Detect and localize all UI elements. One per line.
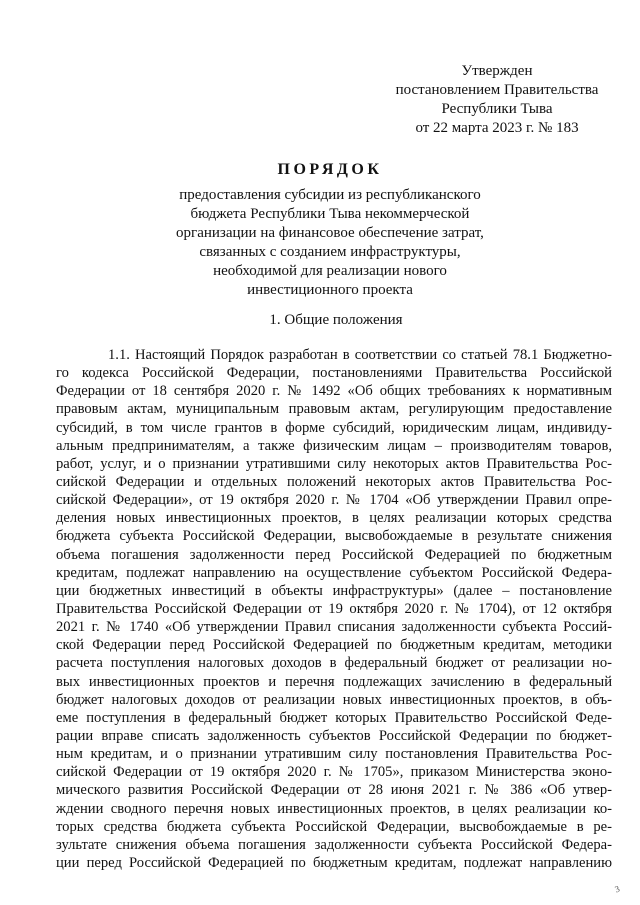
body-line: ции бюджетных инвестиций в объекты инфраструктуры» (далее – постановление [56, 582, 612, 599]
body-line: объема погашения задолженности перед Российской Федерацией по бюджетным [56, 546, 612, 563]
body-line: Федерации от 18 сентября 2020 г. № 1492 «Об общих требованиях к нормативным [56, 383, 612, 400]
body-line: сийской Федерации», от 19 октября 2020 г. № 1704 «Об утверждении Правил опре- [56, 492, 612, 509]
body-line: еме поступления в федеральный бюджет которых Правительство Российской Феде- [56, 709, 612, 726]
body-line: Правительства Российской Федерации от 19 октября 2020 г. № 1704), от 12 октября [56, 600, 612, 617]
subtitle-line: инвестиционного проекта [247, 282, 413, 298]
body-line: субсидий, в том числе грантов в форме субсидий, юридическим лицам, индивиду- [56, 419, 612, 436]
body-line: зультате снижения объема погашения задолженности субъекта Российской Федера- [56, 836, 612, 853]
approval-stamp [372, 62, 622, 138]
body-line: мического развития Российской Федерации от 28 июня 2021 г. № 386 «Об утвер- [56, 782, 612, 799]
subtitle-line: связанных с созданием инфраструктуры, [199, 244, 461, 260]
section-heading: 1. Общие положения [269, 312, 403, 328]
body-line: кредитам, подлежат направлению на осуществление субъектом Российской Федера- [56, 564, 612, 581]
page-number-mark: 3 [613, 883, 622, 895]
body-line: 2021 г. № 1740 «Об утверждении Правил списания задолженности субъекта Россий- [56, 619, 612, 636]
subtitle-line: организации на финансовое обеспечение затрат, [176, 225, 484, 241]
subtitle-line: бюджета Республики Тыва некоммерческой [190, 206, 470, 222]
body-paragraph [56, 346, 612, 872]
title-block [120, 160, 540, 300]
body-line: ской Федерации перед Российской Федерацией по бюджетным кредитам, методики [56, 637, 612, 654]
body-line: деления новых инвестиционных проектов, в целях реализации которых средства [56, 510, 612, 527]
body-line: альным предпринимателям, а также физическим лицам – производителям товаров, [56, 437, 612, 454]
body-line: бюджета субъекта Российской Федерации, высвобождаемые в результате снижения [56, 528, 612, 545]
subtitle-line: предоставления субсидии из республиканского [179, 187, 481, 203]
approval-line: постановлением Правительства [395, 82, 599, 98]
body-line: работ, услуг, и о признании утратившими силу некоторых актов Правительства Рос- [56, 455, 612, 472]
approval-line: Утвержден [461, 63, 533, 79]
body-line: торых средства бюджета субъекта Российской Федерации, высвобождаемые в ре- [56, 818, 612, 835]
body-line: бюджет налоговых доходов от реализации новых инвестиционных проектов, в объ- [56, 691, 612, 708]
body-line: рации вправе списать задолженность субъектов Российской Федерации по бюджет- [56, 727, 612, 744]
approval-line: Республики Тыва [441, 101, 553, 117]
body-line: ждении сводного перечня новых инвестиционных проектов, в целях реализации ко- [56, 800, 612, 817]
body-line: сийской Федерации и отдельных положений некоторых актов Правительства Рос- [56, 473, 612, 490]
body-line: ции перед Российской Федерацией по бюджетным кредитам, подлежат направлению [56, 854, 612, 871]
body-line: правовым актам, муниципальным правовым актам, регулирующим предоставление [56, 401, 612, 418]
subtitle-line: необходимой для реализации нового [213, 263, 447, 279]
body-line: расчета поступления налоговых доходов в федеральный бюджет от реализации но- [56, 655, 612, 672]
body-line: сийской Федерации от 19 октября 2020 г. № 1705», приказом Министерства эконо- [56, 764, 612, 781]
body-line: вых инвестиционных проектов и перечня подлежащих зачислению в федеральный [56, 673, 612, 690]
document-title: ПОРЯДОК [277, 161, 383, 178]
body-line: 1.1. Настоящий Порядок разработан в соответствии со статьей 78.1 Бюджетно- [108, 347, 612, 363]
body-line: ным кредитам, и о признании утратившим силу постановления Правительства Рос- [56, 746, 612, 763]
approval-line: от 22 марта 2023 г. № 183 [415, 120, 579, 136]
body-line: го кодекса Российской Федерации, постановлениями Правительства Российской [56, 365, 612, 382]
